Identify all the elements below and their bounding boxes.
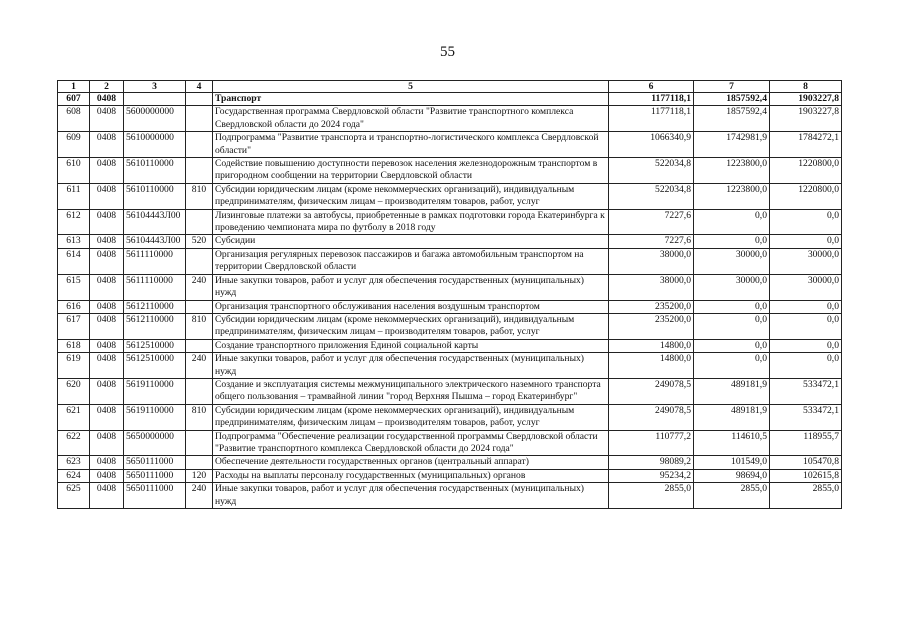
- amount-col8-cell: 0,0: [770, 209, 842, 235]
- description-cell: Подпрограмма "Обеспечение реализации государственной программы Свердловской области "Развитие транспортного комплекса Свердловской области до 2024 года": [213, 430, 609, 456]
- column-header: 2: [90, 81, 124, 93]
- target-article-cell: 5611110000: [124, 274, 186, 300]
- amount-col8-cell: 102615,8: [770, 469, 842, 482]
- amount-col7-cell: 489181,9: [694, 404, 770, 430]
- expense-type-cell: 810: [186, 404, 213, 430]
- target-article-cell: 5612510000: [124, 353, 186, 379]
- target-article-cell: 5612510000: [124, 339, 186, 352]
- amount-col6-cell: 2855,0: [609, 483, 694, 509]
- amount-col7-cell: 0,0: [694, 339, 770, 352]
- section-code-cell: 0408: [90, 313, 124, 339]
- target-article-cell: 5650111000: [124, 456, 186, 469]
- table-row: [58, 300, 842, 313]
- table-row: [58, 209, 842, 235]
- row-number-cell: 625: [58, 483, 90, 509]
- description-cell: Подпрограмма "Развитие транспорта и транспортно-логистического комплекса Свердловской области": [213, 132, 609, 158]
- row-number-cell: 611: [58, 183, 90, 209]
- table-row: [58, 378, 842, 404]
- amount-col8-cell: 533472,1: [770, 378, 842, 404]
- amount-col6-cell: 235200,0: [609, 313, 694, 339]
- amount-col6-cell: 1177118,1: [609, 93, 694, 106]
- section-code-cell: 0408: [90, 274, 124, 300]
- expense-type-cell: 810: [186, 313, 213, 339]
- row-number-cell: 624: [58, 469, 90, 482]
- section-code-cell: 0408: [90, 469, 124, 482]
- row-number-cell: 612: [58, 209, 90, 235]
- amount-col8-cell: 0,0: [770, 339, 842, 352]
- amount-col8-cell: 1220800,0: [770, 158, 842, 184]
- amount-col8-cell: 533472,1: [770, 404, 842, 430]
- amount-col8-cell: 1784272,1: [770, 132, 842, 158]
- section-code-cell: 0408: [90, 106, 124, 132]
- amount-col7-cell: 0,0: [694, 300, 770, 313]
- column-header: 8: [770, 81, 842, 93]
- amount-col8-cell: 30000,0: [770, 274, 842, 300]
- header-row: [58, 81, 842, 93]
- table-row: [58, 456, 842, 469]
- section-code-cell: 0408: [90, 456, 124, 469]
- amount-col7-cell: 101549,0: [694, 456, 770, 469]
- table-row: [58, 248, 842, 274]
- section-code-cell: 0408: [90, 430, 124, 456]
- amount-col7-cell: 1223800,0: [694, 183, 770, 209]
- description-cell: Субсидии юридическим лицам (кроме некоммерческих организаций), индивидуальным предпринимателям, физическим лицам – производителям товаров, работ, услуг: [213, 313, 609, 339]
- column-header: 4: [186, 81, 213, 93]
- expense-type-cell: [186, 339, 213, 352]
- expense-type-cell: [186, 106, 213, 132]
- target-article-cell: 5650111000: [124, 483, 186, 509]
- description-cell: Субсидии юридическим лицам (кроме некоммерческих организаций), индивидуальным предпринимателям, физическим лицам – производителям товаров, работ, услуг: [213, 404, 609, 430]
- target-article-cell: 5610000000: [124, 132, 186, 158]
- column-header: 6: [609, 81, 694, 93]
- amount-col6-cell: 110777,2: [609, 430, 694, 456]
- amount-col6-cell: 522034,8: [609, 158, 694, 184]
- amount-col8-cell: 0,0: [770, 235, 842, 248]
- table-row: [58, 469, 842, 482]
- amount-col8-cell: 0,0: [770, 353, 842, 379]
- section-code-cell: 0408: [90, 235, 124, 248]
- target-article-cell: 5610110000: [124, 158, 186, 184]
- target-article-cell: 5619110000: [124, 378, 186, 404]
- table-row: [58, 483, 842, 509]
- expense-type-cell: [186, 456, 213, 469]
- target-article-cell: 5650000000: [124, 430, 186, 456]
- table-row: [58, 274, 842, 300]
- page-number: 55: [440, 44, 455, 60]
- section-code-cell: 0408: [90, 183, 124, 209]
- description-cell: Организация транспортного обслуживания населения воздушным транспортом: [213, 300, 609, 313]
- section-code-cell: 0408: [90, 93, 124, 106]
- amount-col6-cell: 7227,6: [609, 235, 694, 248]
- description-cell: Создание транспортного приложения Единой социальной карты: [213, 339, 609, 352]
- amount-col7-cell: 30000,0: [694, 248, 770, 274]
- amount-col6-cell: 235200,0: [609, 300, 694, 313]
- description-cell: Субсидии юридическим лицам (кроме некоммерческих организаций), индивидуальным предпринимателям, физическим лицам – производителям товаров, работ, услуг: [213, 183, 609, 209]
- description-cell: Лизинговые платежи за автобусы, приобретенные в рамках подготовки города Екатеринбурга к проведению чемпионата мира по футболу в 2018 году: [213, 209, 609, 235]
- target-article-cell: 56104443Л00: [124, 209, 186, 235]
- expense-type-cell: 240: [186, 274, 213, 300]
- description-cell: Расходы на выплаты персоналу государственных (муниципальных) органов: [213, 469, 609, 482]
- target-article-cell: 56104443Л00: [124, 235, 186, 248]
- section-code-cell: 0408: [90, 404, 124, 430]
- amount-col7-cell: 2855,0: [694, 483, 770, 509]
- target-article-cell: 5619110000: [124, 404, 186, 430]
- target-article-cell: 5610110000: [124, 183, 186, 209]
- amount-col8-cell: 118955,7: [770, 430, 842, 456]
- amount-col7-cell: 1742981,9: [694, 132, 770, 158]
- amount-col6-cell: 1066340,9: [609, 132, 694, 158]
- expense-type-cell: 520: [186, 235, 213, 248]
- expense-type-cell: [186, 93, 213, 106]
- amount-col8-cell: 0,0: [770, 313, 842, 339]
- description-cell: Иные закупки товаров, работ и услуг для обеспечения государственных (муниципальных) нужд: [213, 483, 609, 509]
- target-article-cell: [124, 93, 186, 106]
- table-row: [58, 183, 842, 209]
- section-code-cell: 0408: [90, 132, 124, 158]
- table-row: [58, 158, 842, 184]
- amount-col6-cell: 7227,6: [609, 209, 694, 235]
- amount-col6-cell: 249078,5: [609, 378, 694, 404]
- section-code-cell: 0408: [90, 483, 124, 509]
- column-header: 1: [58, 81, 90, 93]
- amount-col8-cell: 1903227,8: [770, 106, 842, 132]
- expense-type-cell: [186, 248, 213, 274]
- target-article-cell: 5612110000: [124, 300, 186, 313]
- amount-col7-cell: 489181,9: [694, 378, 770, 404]
- column-header: 7: [694, 81, 770, 93]
- amount-col8-cell: 105470,8: [770, 456, 842, 469]
- expense-type-cell: 810: [186, 183, 213, 209]
- section-code-cell: 0408: [90, 209, 124, 235]
- amount-col6-cell: 1177118,1: [609, 106, 694, 132]
- amount-col6-cell: 98089,2: [609, 456, 694, 469]
- table-row: [58, 430, 842, 456]
- budget-table: [57, 80, 842, 509]
- amount-col7-cell: 114610,5: [694, 430, 770, 456]
- amount-col7-cell: 0,0: [694, 209, 770, 235]
- row-number-cell: 608: [58, 106, 90, 132]
- row-number-cell: 607: [58, 93, 90, 106]
- amount-col8-cell: 30000,0: [770, 248, 842, 274]
- table-row: [58, 404, 842, 430]
- table-row: [58, 93, 842, 106]
- description-cell: Иные закупки товаров, работ и услуг для обеспечения государственных (муниципальных) нужд: [213, 353, 609, 379]
- table-row: [58, 235, 842, 248]
- amount-col6-cell: 38000,0: [609, 248, 694, 274]
- row-number-cell: 621: [58, 404, 90, 430]
- amount-col6-cell: 38000,0: [609, 274, 694, 300]
- row-number-cell: 618: [58, 339, 90, 352]
- section-code-cell: 0408: [90, 353, 124, 379]
- table-row: [58, 106, 842, 132]
- target-article-cell: 5650111000: [124, 469, 186, 482]
- description-cell: Организация регулярных перевозок пассажиров и багажа автомобильным транспортом на территории Свердловской области: [213, 248, 609, 274]
- section-code-cell: 0408: [90, 339, 124, 352]
- expense-type-cell: [186, 430, 213, 456]
- table-row: [58, 132, 842, 158]
- expense-type-cell: [186, 300, 213, 313]
- row-number-cell: 609: [58, 132, 90, 158]
- row-number-cell: 614: [58, 248, 90, 274]
- amount-col7-cell: 0,0: [694, 353, 770, 379]
- description-cell: Обеспечение деятельности государственных органов (центральный аппарат): [213, 456, 609, 469]
- expense-type-cell: [186, 378, 213, 404]
- section-code-cell: 0408: [90, 300, 124, 313]
- amount-col8-cell: 2855,0: [770, 483, 842, 509]
- amount-col8-cell: 1903227,8: [770, 93, 842, 106]
- amount-col7-cell: 98694,0: [694, 469, 770, 482]
- row-number-cell: 619: [58, 353, 90, 379]
- description-cell: Субсидии: [213, 235, 609, 248]
- expense-type-cell: [186, 158, 213, 184]
- amount-col6-cell: 95234,2: [609, 469, 694, 482]
- column-header: 3: [124, 81, 186, 93]
- row-number-cell: 623: [58, 456, 90, 469]
- amount-col8-cell: 0,0: [770, 300, 842, 313]
- expense-type-cell: [186, 209, 213, 235]
- column-header: 5: [213, 81, 609, 93]
- amount-col8-cell: 1220800,0: [770, 183, 842, 209]
- table-body: [58, 81, 842, 509]
- target-article-cell: 5611110000: [124, 248, 186, 274]
- expense-type-cell: 240: [186, 353, 213, 379]
- amount-col7-cell: 0,0: [694, 313, 770, 339]
- description-cell: Государственная программа Свердловской области "Развитие транспортного комплекса Свердловской области до 2024 года": [213, 106, 609, 132]
- amount-col7-cell: 30000,0: [694, 274, 770, 300]
- amount-col7-cell: 0,0: [694, 235, 770, 248]
- amount-col6-cell: 14800,0: [609, 353, 694, 379]
- description-cell: Создание и эксплуатация системы межмуниципального электрического наземного транспорта общего пользования – трамвайной линии "город Верхняя Пышма – город Екатеринбург": [213, 378, 609, 404]
- row-number-cell: 615: [58, 274, 90, 300]
- description-cell: Иные закупки товаров, работ и услуг для обеспечения государственных (муниципальных) нужд: [213, 274, 609, 300]
- target-article-cell: 5612110000: [124, 313, 186, 339]
- amount-col6-cell: 249078,5: [609, 404, 694, 430]
- section-code-cell: 0408: [90, 158, 124, 184]
- amount-col7-cell: 1223800,0: [694, 158, 770, 184]
- row-number-cell: 610: [58, 158, 90, 184]
- table-row: [58, 339, 842, 352]
- section-code-cell: 0408: [90, 248, 124, 274]
- row-number-cell: 613: [58, 235, 90, 248]
- row-number-cell: 620: [58, 378, 90, 404]
- description-cell: Транспорт: [213, 93, 609, 106]
- target-article-cell: 5600000000: [124, 106, 186, 132]
- amount-col6-cell: 522034,8: [609, 183, 694, 209]
- section-code-cell: 0408: [90, 378, 124, 404]
- expense-type-cell: [186, 132, 213, 158]
- table-row: [58, 353, 842, 379]
- amount-col7-cell: 1857592,4: [694, 106, 770, 132]
- expense-type-cell: 120: [186, 469, 213, 482]
- amount-col6-cell: 14800,0: [609, 339, 694, 352]
- expense-type-cell: 240: [186, 483, 213, 509]
- row-number-cell: 617: [58, 313, 90, 339]
- row-number-cell: 622: [58, 430, 90, 456]
- description-cell: Содействие повышению доступности перевозок населения железнодорожным транспортом в пригородном сообщении на территории Свердловской области: [213, 158, 609, 184]
- table-row: [58, 313, 842, 339]
- row-number-cell: 616: [58, 300, 90, 313]
- amount-col7-cell: 1857592,4: [694, 93, 770, 106]
